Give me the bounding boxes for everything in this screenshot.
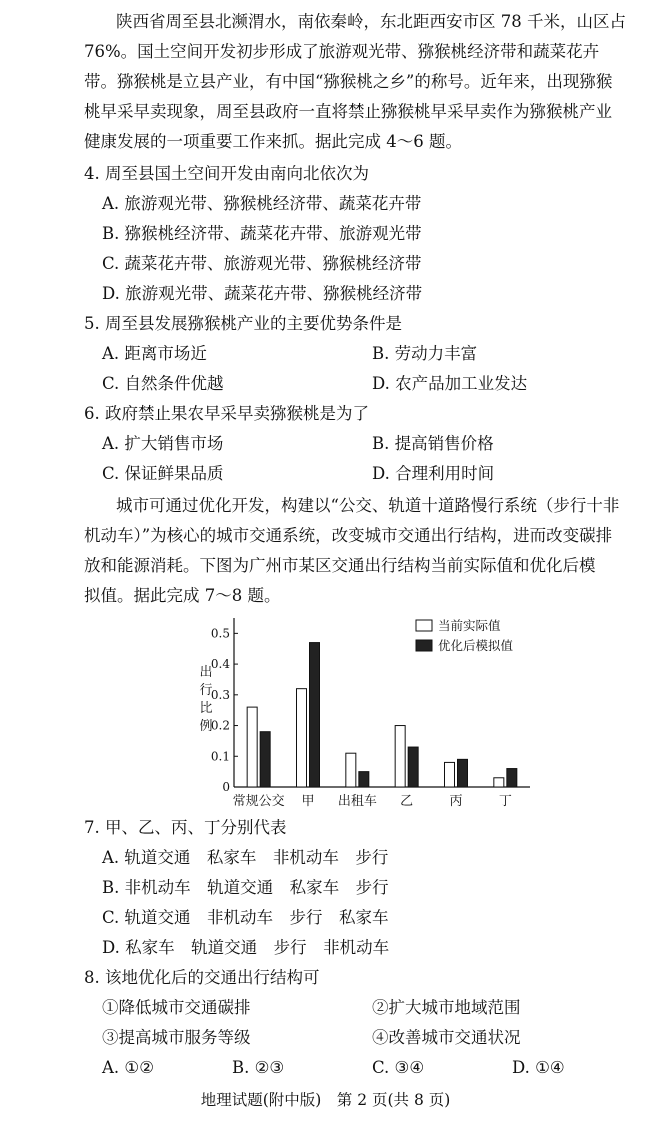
q5-option-d: D. 农产品加工业发达	[372, 374, 528, 393]
bar-current	[346, 753, 356, 787]
bar-optimized	[260, 732, 270, 787]
q8-option-d: D. ①④	[512, 1058, 565, 1077]
passage1-line-5: 健康发展的一项重要工作来抓。据此完成 4～6 题。	[84, 132, 462, 151]
x-tick-label: 丙	[449, 794, 463, 809]
q8-item-2: ②扩大城市地域范围	[372, 998, 521, 1017]
passage2-line-1: 城市可通过优化开发，构建以“公交、轨道十道路慢行系统（步行十非	[116, 496, 620, 515]
q6-stem: 6. 政府禁止果农早采早卖猕猴桃是为了	[84, 404, 369, 423]
q8-option-c: C. ③④	[372, 1058, 425, 1077]
q7-option-a: A. 轨道交通 私家车 非机动车 步行	[102, 848, 389, 867]
q7-option-d: D. 私家车 轨道交通 步行 非机动车	[102, 938, 390, 957]
travel-structure-chart	[190, 612, 540, 812]
legend-swatch	[416, 640, 432, 651]
y-axis-label-char: 出	[199, 665, 213, 680]
passage2-line-2: 机动车）”为核心的城市交通系统，改变城市交通出行结构，进而改变碳排	[84, 526, 613, 545]
bar-current	[297, 689, 307, 787]
x-tick-label: 丁	[498, 794, 512, 809]
passage1-line-3: 带。猕猴桃是立县产业，有中国“猕猴桃之乡”的称号。近年来，出现猕猴	[84, 72, 613, 91]
passage1-line-2: 76%。国土空间开发初步形成了旅游观光带、猕猴桃经济带和蔬菜花卉	[84, 42, 600, 61]
page-footer: 地理试题(附中版) 第 2 页(共 8 页)	[200, 1091, 451, 1109]
q8-option-b: B. ②③	[232, 1058, 285, 1077]
legend-label: 当前实际值	[438, 618, 501, 633]
y-axis-label-char: 例	[199, 719, 213, 734]
bar-optimized	[408, 747, 418, 787]
q8-item-1: ①降低城市交通碳排	[102, 998, 251, 1017]
y-axis-label-char: 比	[199, 701, 213, 716]
y-tick-label: 0.5	[210, 626, 230, 641]
q7-stem: 7. 甲、乙、丙、丁分别代表	[84, 818, 287, 837]
bar-optimized	[359, 772, 369, 787]
bar-current	[395, 726, 405, 787]
bar-optimized	[507, 769, 517, 787]
y-axis-label-char: 行	[199, 683, 213, 698]
passage1-line-1: 陕西省周至县北濒渭水，南依秦岭，东北距西安市区 78 千米，山区占	[116, 12, 626, 31]
bar-optimized	[310, 643, 320, 787]
q8-item-3: ③提高城市服务等级	[102, 1028, 251, 1047]
q8-item-4: ④改善城市交通状况	[372, 1028, 521, 1047]
x-tick-label: 乙	[400, 794, 414, 809]
q6-option-a: A. 扩大销售市场	[102, 434, 224, 453]
passage1-line-4: 桃早采早卖现象，周至县政府一直将禁止猕猴桃早采早卖作为猕猴桃产业	[84, 102, 612, 121]
q4-option-c: C. 蔬菜花卉带、旅游观光带、猕猴桃经济带	[102, 254, 422, 273]
legend-swatch	[416, 620, 432, 631]
bar-current	[445, 762, 455, 787]
y-tick-label: 0.1	[210, 749, 230, 764]
x-tick-label: 甲	[301, 794, 315, 809]
y-tick-label: 0.3	[210, 687, 230, 702]
q7-option-b: B. 非机动车 轨道交通 私家车 步行	[102, 878, 389, 897]
q8-stem: 8. 该地优化后的交通出行结构可	[84, 968, 320, 987]
q6-option-d: D. 合理利用时间	[372, 464, 495, 483]
q4-option-a: A. 旅游观光带、猕猴桃经济带、蔬菜花卉带	[102, 194, 422, 213]
q4-option-b: B. 猕猴桃经济带、蔬菜花卉带、旅游观光带	[102, 224, 422, 243]
q8-option-a: A. ①②	[102, 1058, 154, 1077]
q6-option-c: C. 保证鲜果品质	[102, 464, 224, 483]
q7-option-c: C. 轨道交通 非机动车 步行 私家车	[102, 908, 389, 927]
passage2-line-3: 放和能源消耗。下图为广州市某区交通出行结构当前实际值和优化后模	[84, 556, 596, 575]
bar-current	[494, 778, 504, 787]
q4-stem: 4. 周至县国土空间开发由南向北依次为	[84, 164, 369, 183]
bar-optimized	[458, 759, 468, 787]
q4-option-d: D. 旅游观光带、蔬菜花卉带、猕猴桃经济带	[102, 284, 423, 303]
q5-stem: 5. 周至县发展猕猴桃产业的主要优势条件是	[84, 314, 402, 333]
y-tick-label: 0	[222, 780, 230, 794]
bar-current	[247, 707, 257, 787]
q6-option-b: B. 提高销售价格	[372, 434, 494, 453]
y-tick-label: 0.2	[210, 718, 230, 733]
q5-option-a: A. 距离市场近	[102, 344, 207, 363]
passage2-line-4: 拟值。据此完成 7～8 题。	[84, 586, 281, 605]
x-tick-label: 出租车	[337, 794, 377, 809]
q5-option-c: C. 自然条件优越	[102, 374, 224, 393]
legend-label: 优化后模拟值	[438, 638, 514, 653]
x-tick-label: 常规公交	[232, 794, 285, 809]
y-tick-label: 0.4	[210, 657, 230, 672]
q5-option-b: B. 劳动力丰富	[372, 344, 478, 363]
